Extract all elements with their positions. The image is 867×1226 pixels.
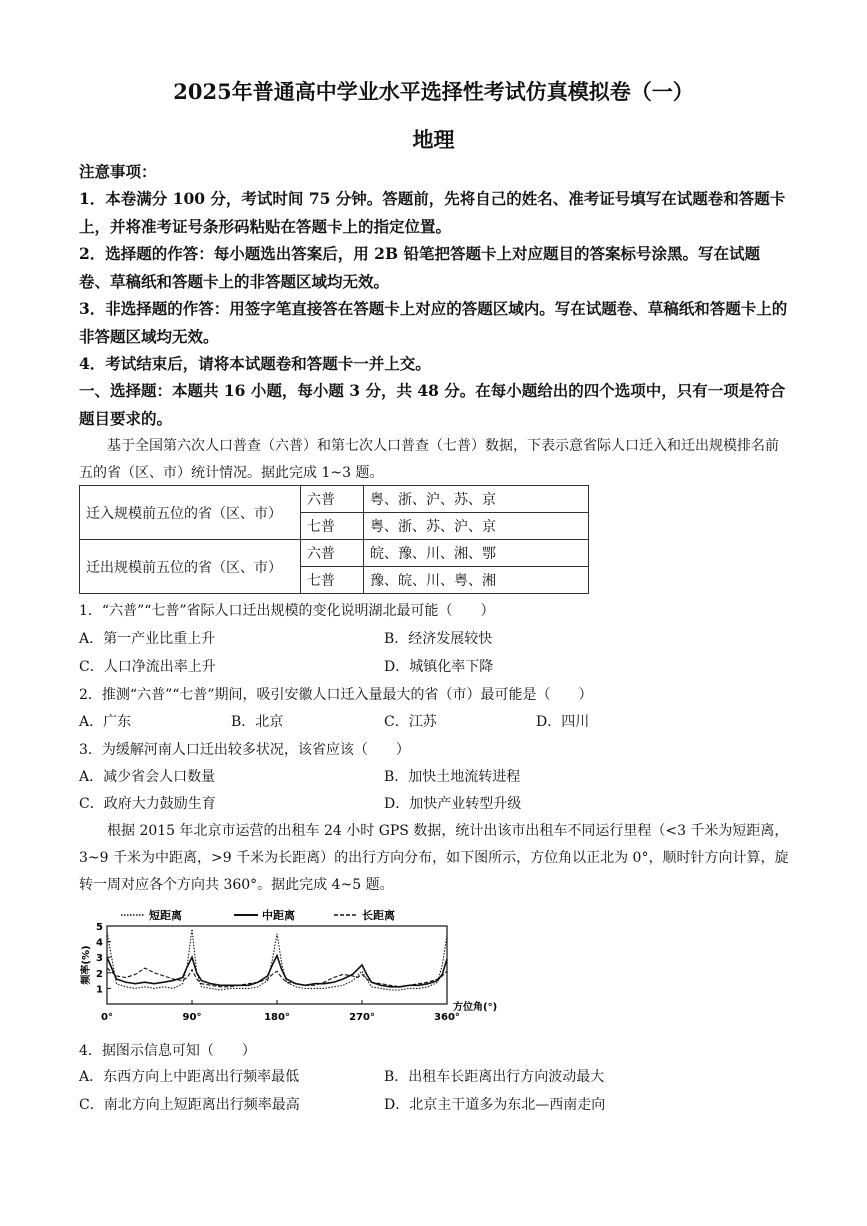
y-tick-label: 2	[96, 968, 103, 980]
q4-option-b[interactable]: B．出租车长距离出行方向波动最大	[384, 1069, 605, 1085]
q2-option-b[interactable]: B．北京	[231, 714, 284, 730]
q2-option-c[interactable]: C．江苏	[384, 714, 437, 730]
q3-option-a[interactable]: A．减少省会人口数量	[79, 769, 216, 785]
x-tick-label: 180°	[264, 1012, 290, 1023]
y-tick-label: 3	[96, 953, 103, 965]
y-tick-label: 5	[96, 922, 103, 933]
x-tick-label: 90°	[182, 1012, 202, 1023]
q3-stem: 3．为缓解河南人口迁出较多状况，该省应该（ ）	[79, 742, 410, 758]
table-cell-provinces: 粤、浙、苏、沪、京	[364, 513, 589, 540]
table-cell-provinces: 皖、豫、川、湘、鄂	[364, 540, 589, 567]
q2-option-d[interactable]: D．四川	[536, 714, 590, 730]
q4-option-a[interactable]: A．东西方向上中距离出行频率最低	[79, 1069, 300, 1085]
table-row	[80, 540, 589, 567]
table-cell-provinces: 粤、浙、沪、苏、京	[364, 486, 589, 513]
exam-title: 2025年普通高中学业水平选择性考试仿真模拟卷（一）	[173, 79, 694, 104]
notice-3: 3．非选择题的作答：用签字笔直接答在答题卡上对应的答题区域内。写在试题卷、草稿纸和答题卡上的非答题区域均无效。	[79, 299, 788, 346]
direction-frequency-chart	[79, 906, 519, 1026]
q3-option-b[interactable]: B．加快土地流转进程	[384, 769, 521, 785]
passage-2: 根据 2015 年北京市运营的出租车 24 小时 GPS 数据，统计出该市出租车不同运行里程（<3 千米为短距离，3~9 千米为中距离，>9 千米为长距离）的出行方向分布，如下图所示，方位角以正北为 0°，顺时针方向计算，旋转一周对应各个方向共 360°。据此完成 4~5 题。	[79, 823, 789, 893]
notice-1: 1．本卷满分 100 分，考试时间 75 分钟。答题前，先将自己的姓名、准考证号填写在试题卷和答题卡上，并将准考证号条形码粘贴在答题卡上的指定位置。	[79, 189, 786, 236]
notice-2: 2．选择题的作答：每小题选出答案后，用 2B 铅笔把答题卡上对应题目的答案标号涂黑。写在试题卷、草稿纸和答题卡上的非答题区域均无效。	[79, 244, 760, 291]
notice-heading: 注意事项：	[79, 162, 157, 181]
table-cell-census: 七普	[301, 567, 364, 594]
y-axis-label: 频率(%)	[81, 945, 92, 985]
passage-1: 基于全国第六次人口普查（六普）和第七次人口普查（七普）数据，下表示意省际人口迁入和迁出规模排名前五的省（区、市）统计情况。据此完成 1~3 题。	[79, 438, 779, 481]
section-one-heading: 一、选择题：本题共 16 小题，每小题 3 分，共 48 分。在每小题给出的四个选项中，只有一项是符合题目要求的。	[79, 381, 786, 428]
x-tick-label: 0°	[101, 1012, 113, 1023]
chart-svg	[79, 906, 519, 1026]
y-tick-label: 1	[96, 984, 103, 996]
x-tick-label: 360°	[434, 1012, 460, 1023]
q1-option-a[interactable]: A．第一产业比重上升	[79, 631, 216, 647]
series-line-0	[107, 929, 447, 990]
table-cell-census: 六普	[301, 486, 364, 513]
x-tick-label: 270°	[349, 1012, 375, 1023]
table-row	[80, 486, 589, 513]
q2-stem: 2．推测“六普”“七普”期间，吸引安徽人口迁入量最大的省（市）最可能是（ ）	[79, 687, 593, 703]
subject-title: 地理	[412, 127, 455, 152]
q2-option-a[interactable]: A．广东	[79, 714, 132, 730]
legend-label: 中距离	[262, 909, 295, 922]
plot-frame	[107, 926, 447, 1004]
table-cell-provinces: 豫、皖、川、粤、湘	[364, 567, 589, 594]
table-cell-label: 迁出规模前五位的省（区、市）	[80, 540, 301, 594]
y-tick-label: 4	[96, 937, 103, 949]
notice-4: 4．考试结束后，请将本试题卷和答题卡一并上交。	[79, 354, 431, 373]
q4-stem: 4．据图示信息可知（ ）	[79, 1043, 256, 1059]
table-cell-census: 六普	[301, 540, 364, 567]
q1-stem: 1．“六普”“七普”省际人口迁出规模的变化说明湖北最可能（ ）	[79, 603, 495, 619]
legend-label: 长距离	[362, 909, 395, 922]
q3-option-c[interactable]: C．政府大力鼓励生育	[79, 796, 216, 812]
q1-option-b[interactable]: B．经济发展较快	[384, 631, 493, 647]
table-cell-census: 七普	[301, 513, 364, 540]
legend-label: 短距离	[149, 909, 182, 922]
migration-table	[79, 485, 589, 594]
q3-option-d[interactable]: D．加快产业转型升级	[384, 796, 522, 812]
table-cell-label: 迁入规模前五位的省（区、市）	[80, 486, 301, 540]
q1-option-d[interactable]: D．城镇化率下降	[384, 659, 494, 675]
x-axis-label: 方位角(°)	[453, 1002, 498, 1013]
q4-option-d[interactable]: D．北京主干道多为东北—西南走向	[384, 1097, 606, 1113]
q1-option-c[interactable]: C．人口净流出率上升	[79, 659, 216, 675]
q4-option-c[interactable]: C．南北方向上短距离出行频率最高	[79, 1097, 300, 1113]
series-line-2	[107, 968, 447, 987]
